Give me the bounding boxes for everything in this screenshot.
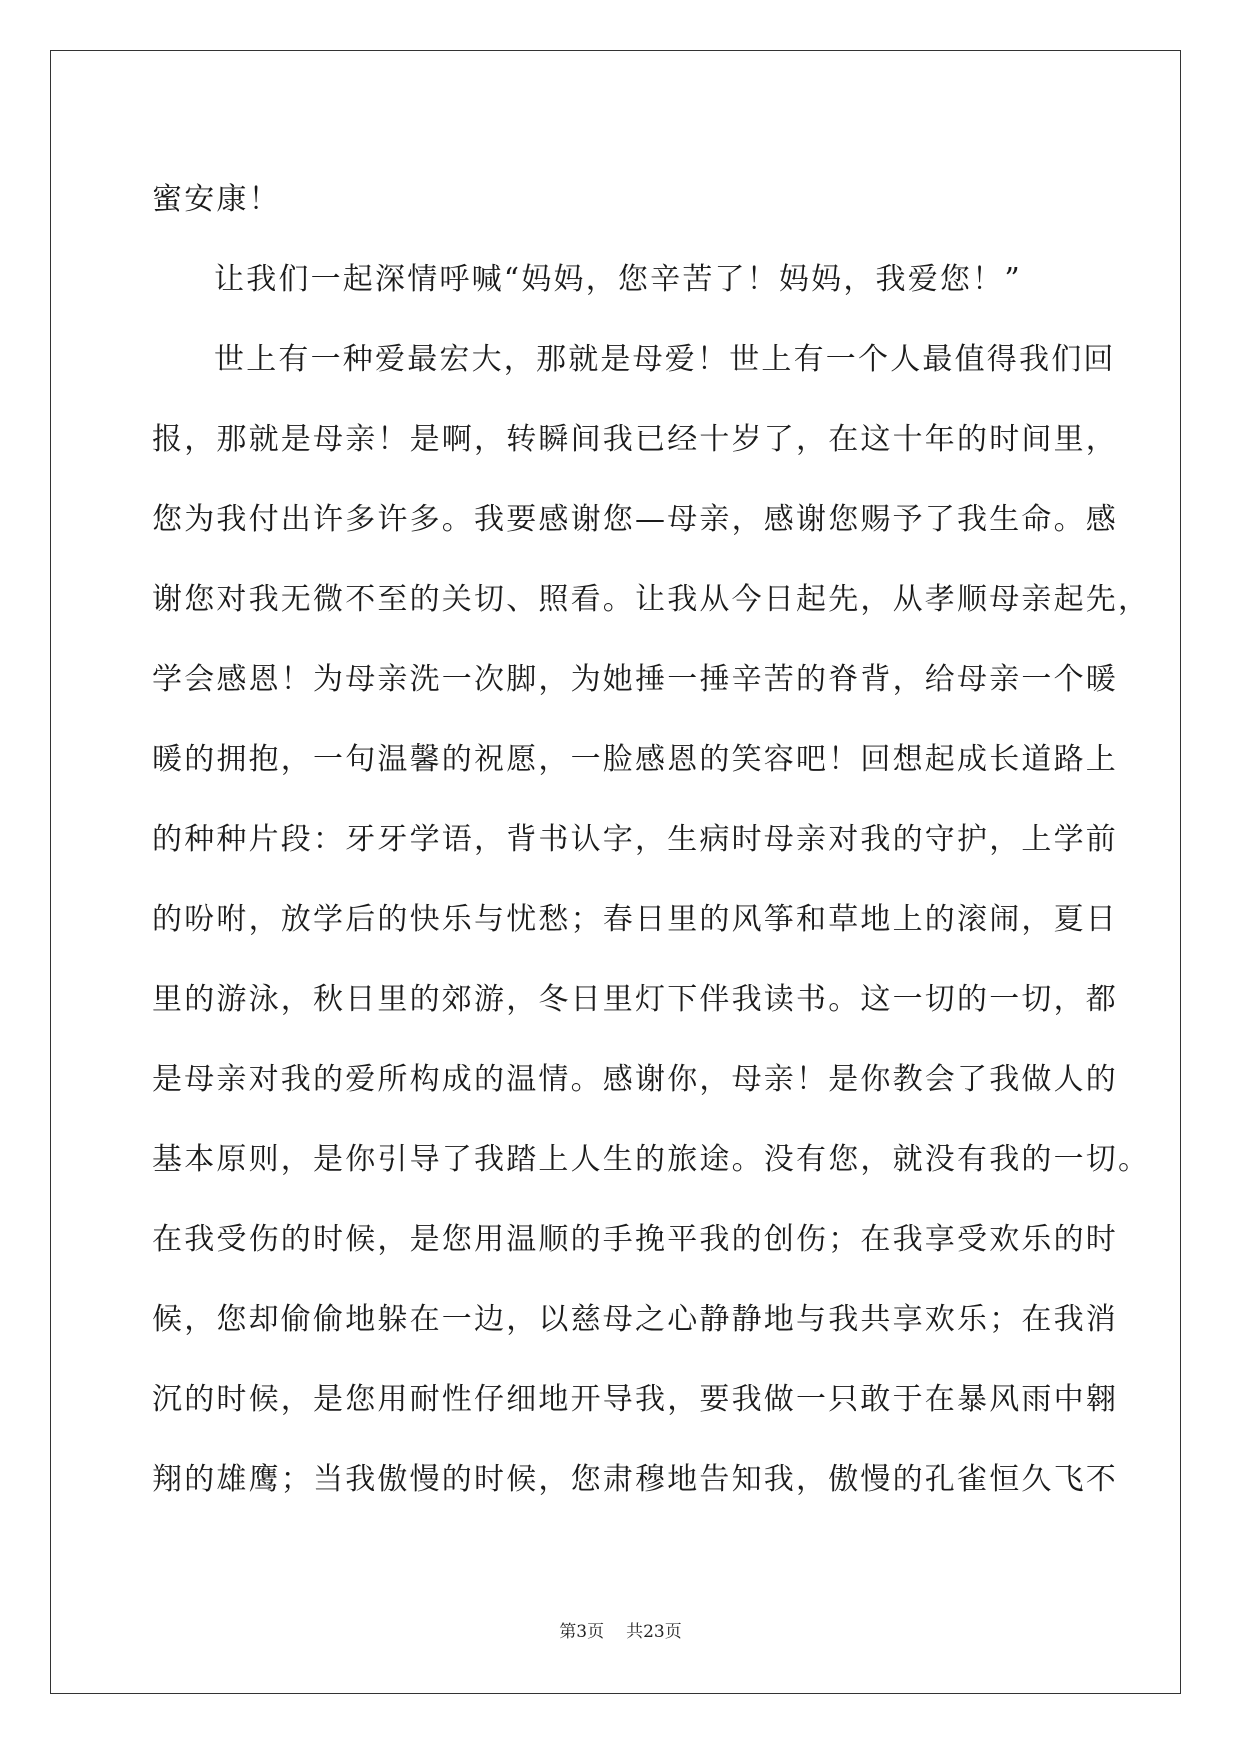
text-line: 沉的时候，是您用耐性仔细地开导我，要我做一只敢于在暴风雨中翱	[152, 1382, 1118, 1417]
text-line: 让我们一起深情呼喊“妈妈，您辛苦了！妈妈，我爱您！”	[214, 262, 1022, 297]
text-line: 候，您却偷偷地躲在一边，以慈母之心静静地与我共享欢乐；在我消	[152, 1302, 1118, 1337]
text-line: 谢您对我无微不至的关切、照看。让我从今日起先，从孝顺母亲起先，	[152, 582, 1151, 617]
text-line: 翔的雄鹰；当我傲慢的时候，您肃穆地告知我，傲慢的孔雀恒久飞不	[152, 1462, 1118, 1497]
text-line: 蜜安康！	[152, 182, 281, 217]
text-line: 的种种片段：牙牙学语，背书认字，生病时母亲对我的守护，上学前	[152, 822, 1118, 857]
page-footer	[0, 1617, 1241, 1642]
text-line: 您为我付出许多许多。我要感谢您—母亲，感谢您赐予了我生命。感	[152, 502, 1118, 537]
page-total: 共23页	[626, 1622, 682, 1642]
text-line: 世上有一种爱最宏大，那就是母爱！世上有一个人最值得我们回	[214, 342, 1116, 377]
text-line: 在我受伤的时候，是您用温顺的手挽平我的创伤；在我享受欢乐的时	[152, 1222, 1118, 1257]
text-line: 报，那就是母亲！是啊，转瞬间我已经十岁了，在这十年的时间里，	[152, 422, 1118, 457]
text-line: 是母亲对我的爱所构成的温情。感谢你，母亲！是你教会了我做人的	[152, 1062, 1118, 1097]
text-line: 的吩咐，放学后的快乐与忧愁；春日里的风筝和草地上的滚闹，夏日	[152, 902, 1118, 937]
document-body	[152, 160, 1151, 1520]
text-line: 基本原则，是你引导了我踏上人生的旅途。没有您，就没有我的一切。	[152, 1142, 1151, 1177]
page-number: 第3页	[559, 1622, 605, 1642]
text-line: 学会感恩！为母亲洗一次脚，为她捶一捶辛苦的脊背，给母亲一个暖	[152, 662, 1118, 697]
text-line: 暖的拥抱，一句温馨的祝愿，一脸感恩的笑容吧！回想起成长道路上	[152, 742, 1118, 777]
text-line: 里的游泳，秋日里的郊游，冬日里灯下伴我读书。这一切的一切，都	[152, 982, 1118, 1017]
